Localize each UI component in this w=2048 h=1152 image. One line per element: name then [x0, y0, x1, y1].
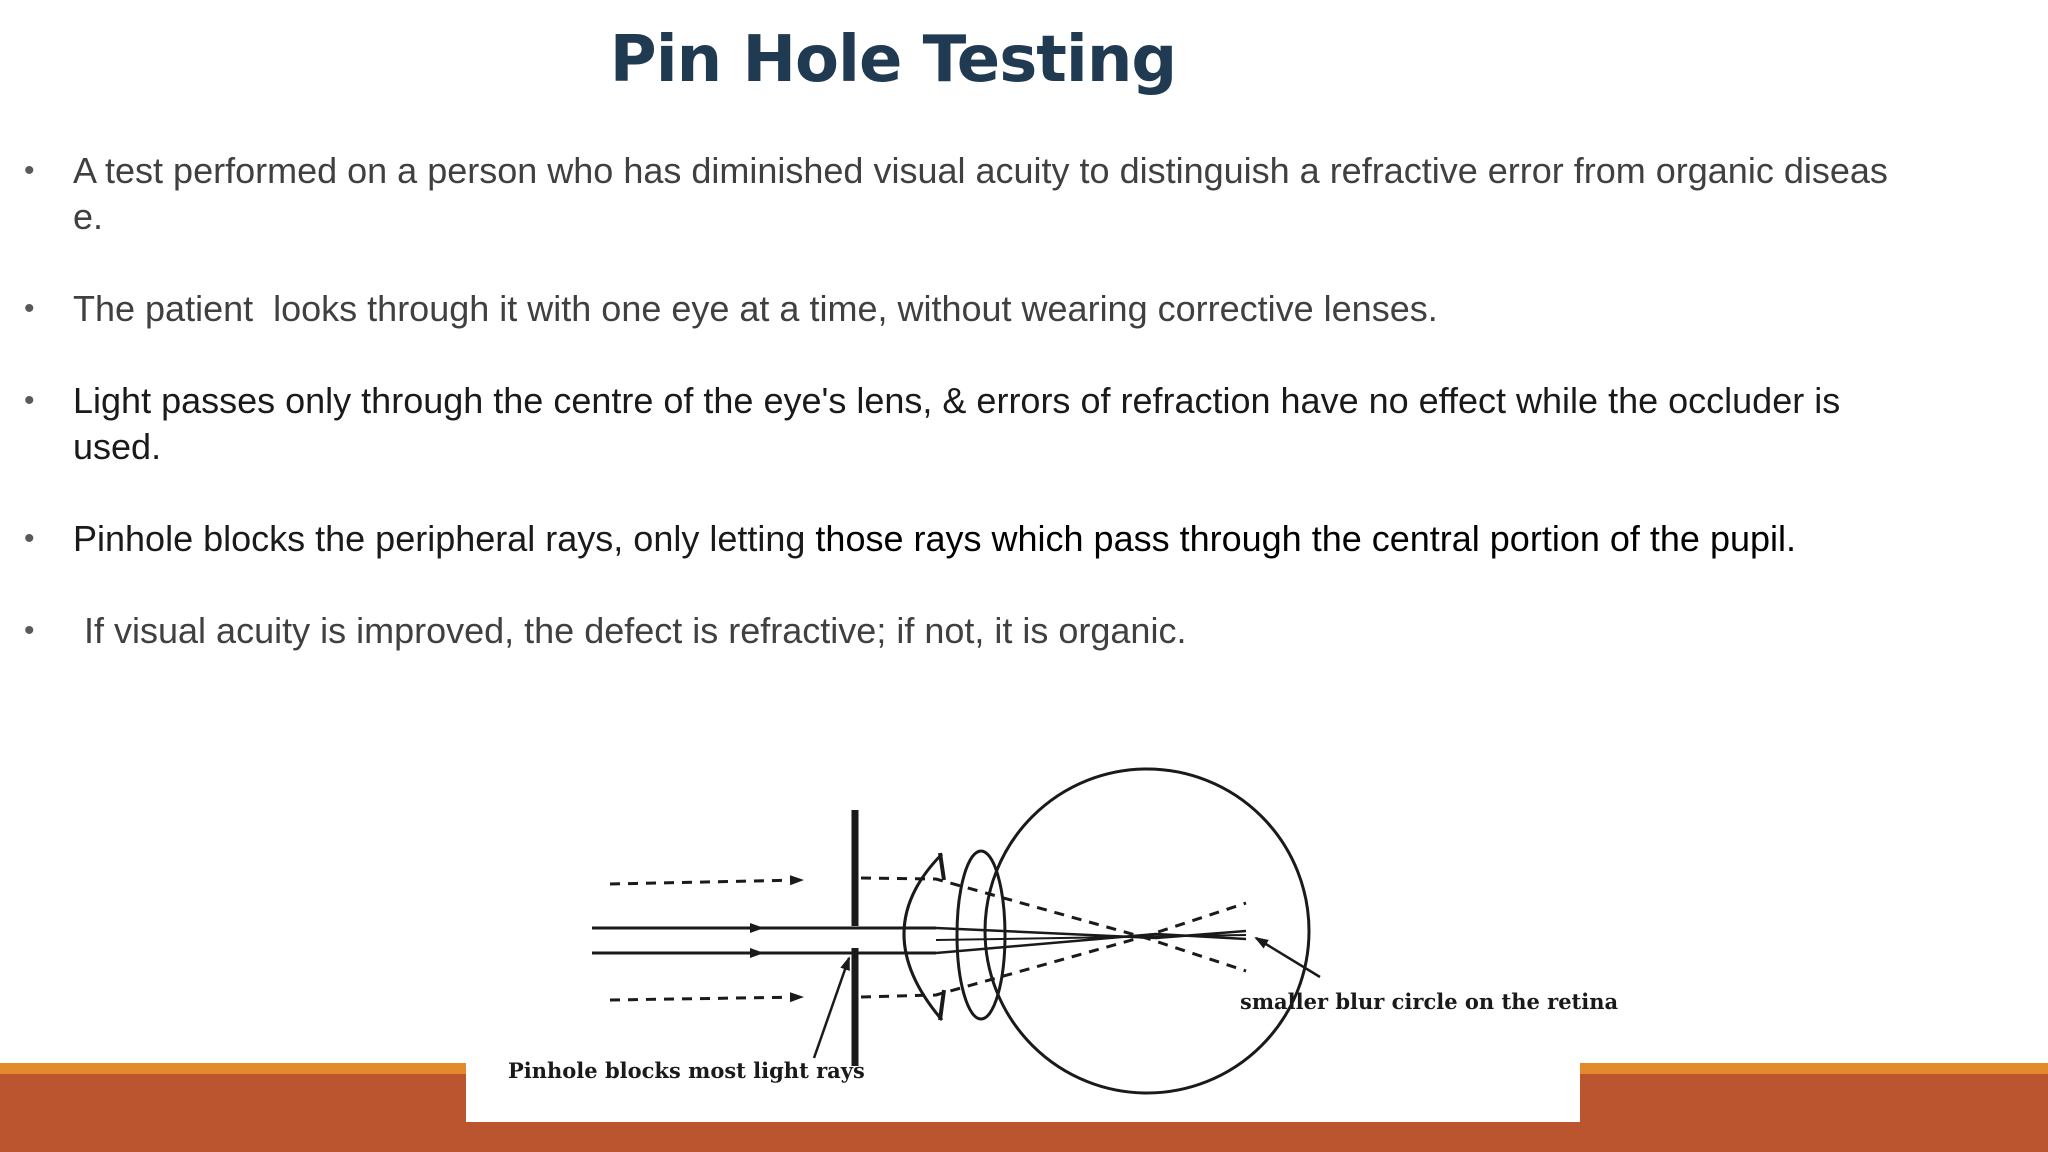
- lens-outline: [957, 851, 1005, 1019]
- pinhole-eye-diagram: [466, 748, 1619, 1122]
- bullet-text: Pinhole blocks the peripheral rays, only letting: [73, 518, 816, 559]
- bullet-dot: •: [24, 384, 35, 417]
- bullet-item: [24, 378, 2024, 470]
- peripheral-ray-top: [610, 880, 802, 884]
- bullet-text-continuation: used.: [73, 426, 162, 467]
- bullet-item: [24, 148, 2024, 240]
- retina-label: smaller blur circle on the retina: [1240, 989, 1619, 1014]
- bullet-text-continuation: e.: [73, 196, 104, 237]
- cornea-edge-top: [940, 853, 944, 880]
- bullet-text: A test performed on a person who has diminished visual acuity to distinguish a refractive error from organic diseas: [73, 150, 1888, 191]
- bullet-item: [24, 608, 2024, 654]
- bullet-item: [24, 516, 2024, 562]
- bullet-dot: •: [24, 614, 35, 647]
- pinhole-label: Pinhole blocks most light rays: [508, 1058, 865, 1083]
- peripheral-path-top: [861, 878, 1246, 971]
- pinhole-label-pointer: [814, 958, 849, 1058]
- bullet-text: The patient looks through it with one eye at a time, without wearing corrective lenses.: [73, 288, 1438, 329]
- bullet-dot: •: [24, 154, 35, 187]
- bullet-dot: •: [24, 522, 35, 555]
- bullet-text: Light passes only through the centre of the eye's lens, & errors of refraction have no effect while the occluder is: [73, 380, 1841, 421]
- bullet-item: [24, 286, 2024, 332]
- peripheral-path-bottom: [861, 903, 1246, 997]
- slide-title: Pin Hole Testing: [609, 23, 1177, 97]
- bullet-text-emphasis: those rays which pass through the central portion of the pupil.: [815, 518, 1796, 559]
- peripheral-ray-bottom: [610, 997, 802, 1000]
- bullet-dot: •: [24, 292, 35, 325]
- bullet-text: If visual acuity is improved, the defect is refractive; if not, it is organic.: [84, 610, 1187, 651]
- eyeball-outline: [985, 769, 1309, 1093]
- retina-label-pointer: [1256, 938, 1320, 977]
- bullet-list: [24, 148, 2024, 700]
